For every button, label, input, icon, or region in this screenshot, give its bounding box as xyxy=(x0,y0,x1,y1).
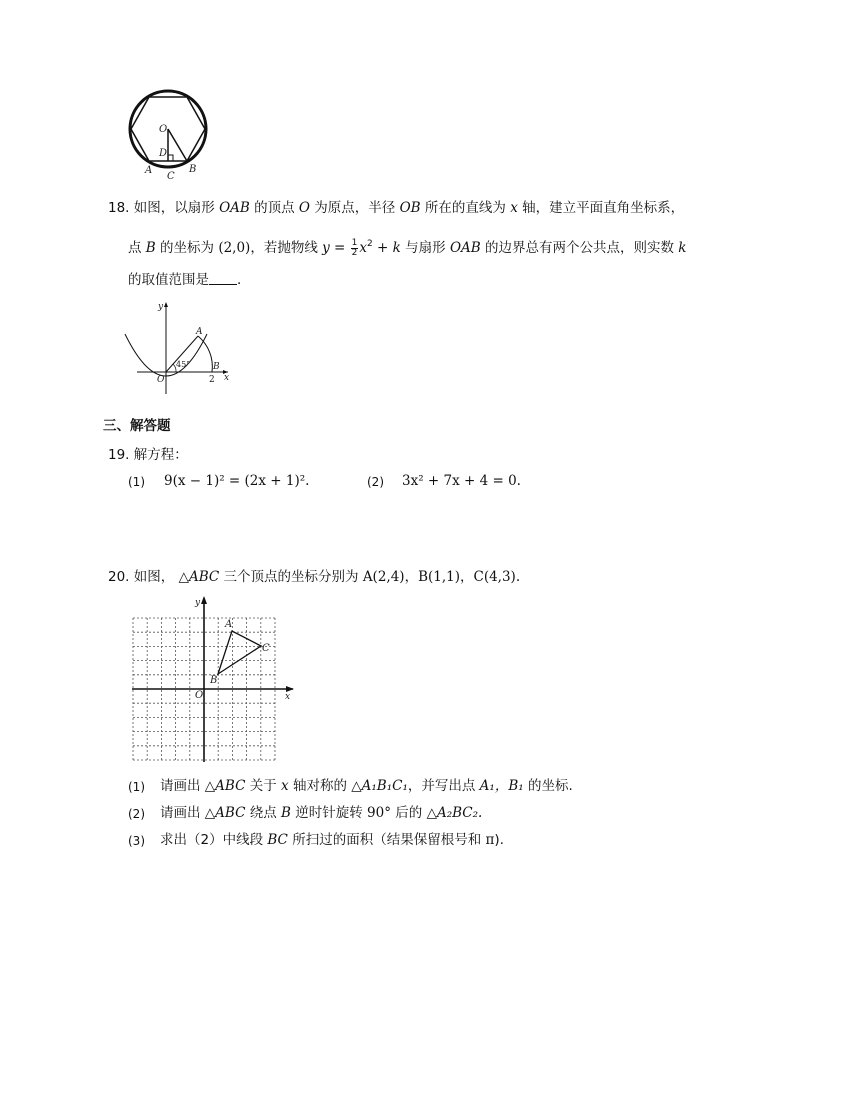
label-A: A xyxy=(145,165,153,176)
label-A: A xyxy=(225,619,233,630)
label-B: B xyxy=(189,164,197,175)
q18-line2: 点 B 的坐标为 (2,0)，若抛物线 y = $\frac{1}{2}$ $x^2 + k$ 与扇形 OAB 的边界总有两个公共点，则实数 k xyxy=(128,237,687,258)
label-C: C xyxy=(167,171,175,182)
label-O: O xyxy=(195,690,204,701)
answer-blank[interactable] xyxy=(209,272,237,285)
q18-number: 18. xyxy=(108,200,130,216)
label-O: O xyxy=(157,375,165,385)
label-x: x xyxy=(285,692,291,702)
label-y: y xyxy=(195,598,201,608)
q19-part1-equation: 9(x − 1)² = (2x + 1)². xyxy=(164,473,310,489)
label-O: O xyxy=(159,124,168,135)
q19-part2-equation: 3x² + 7x + 4 = 0. xyxy=(402,473,521,489)
q18-line3: 的取值范围是 . xyxy=(128,272,242,288)
q19-part1-number: (1) xyxy=(128,475,145,489)
q20-sub3: 求出（2）中线段 BC 所扫过的面积（结果保留根号和 π). xyxy=(160,832,504,848)
label-x: x xyxy=(224,373,230,383)
label-y: y xyxy=(158,302,164,312)
q19-title: 19. 解方程： xyxy=(108,447,188,463)
label-2: 2 xyxy=(209,375,215,385)
figure-parabola-sector xyxy=(122,298,234,396)
q20-sub3-number: (3) xyxy=(128,834,145,848)
label-B: B xyxy=(213,362,220,372)
q18-line1: 18. 如图，以扇形 OAB 的顶点 O 为原点，半径 OB 所在的直线为 x 轴，建立平面直角坐标系， xyxy=(108,200,685,216)
q19-number: 19. xyxy=(108,447,130,463)
q20-line1: 20. 如图， △ABC 三个顶点的坐标分别为 A(2,4)，B(1,1)，C(4,3). xyxy=(108,569,521,585)
q19-part2-number: (2) xyxy=(367,475,384,489)
q20-sub2-number: (2) xyxy=(128,807,145,821)
label-A: A xyxy=(196,327,203,337)
section-heading: 三、解答题 xyxy=(103,418,171,434)
q20-sub1-number: (1) xyxy=(128,780,145,794)
figure-coordinate-grid xyxy=(128,594,298,764)
label-B: B xyxy=(210,675,218,686)
q20-number: 20. xyxy=(108,569,130,585)
q20-sub1: 请画出 △ABC 关于 x 轴对称的 △A₁B₁C₁，并写出点 A₁，B₁ 的坐标. xyxy=(160,778,573,794)
q20-sub2: 请画出 △ABC 绕点 B 逆时针旋转 90° 后的 △A₂BC₂. xyxy=(160,805,483,821)
label-45: 45° xyxy=(176,360,191,369)
label-D: D xyxy=(159,148,168,159)
figure-hexagon-circle xyxy=(125,86,215,182)
fraction-one-half: $\frac{1}{2}$ xyxy=(351,237,358,258)
label-C: C xyxy=(262,643,270,654)
